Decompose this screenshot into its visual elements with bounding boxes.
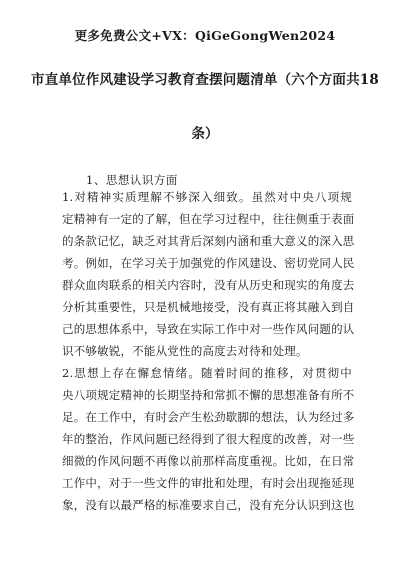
paragraph-line: 足。在工作中，有时会产生松劲歇脚的想法，认为经过多 [62, 410, 355, 424]
paragraph-line: 2.思想上存在懈怠情绪。随着时间的推移，对贯彻中 [62, 366, 352, 380]
paragraph-line: 细微的作风问题不再像以前那样高度重视。比如，在日常 [62, 454, 355, 468]
section-heading: 1、思想认识方面 [86, 173, 178, 187]
paragraph-line: 识不够敏锐，不能从党性的高度去对待和处理。 [62, 344, 308, 358]
paragraph-line: 分析其重要性，只是机械地接受，没有真正将其融入到自 [62, 300, 355, 314]
paragraph-line: 的条款记忆，缺乏对其背后深刻内涵和重大意义的深入思 [62, 234, 355, 248]
paragraph-line: 央八项规定精神的长期坚持和常抓不懈的思想准备有所不 [62, 388, 355, 402]
paragraph-line: 年的整治，作风问题已经得到了很大程度的改善，对一些 [62, 432, 355, 446]
paragraph-line: 己的思想体系中，导致在实际工作中对一些作风问题的认 [62, 322, 355, 336]
paragraph-line: 群众血肉联系的相关内容时，没有从历史和现实的角度去 [62, 278, 355, 292]
document-title-line-1: 市直单位作风建设学习教育查摆问题清单（六个方面共18 [31, 72, 379, 88]
document-title-line-2: 条） [191, 126, 219, 142]
paragraph-line: 象，没有以最严格的标准要求自己，没有充分认识到这也 [62, 498, 355, 512]
page-header: 更多免费公文+VX：QiGeGongWen2024 [74, 28, 336, 43]
paragraph-line: 工作中，对于一些文件的审批和处理，有时会出现拖延现 [62, 476, 355, 490]
paragraph-line: 考。例如，在学习关于加强党的作风建设、密切党同人民 [62, 256, 355, 270]
paragraph-line: 1.对精神实质理解不够深入细致。虽然对中央八项规 [62, 190, 352, 204]
paragraph-line: 定精神有一定的了解，但在学习过程中，往往侧重于表面 [62, 212, 355, 226]
